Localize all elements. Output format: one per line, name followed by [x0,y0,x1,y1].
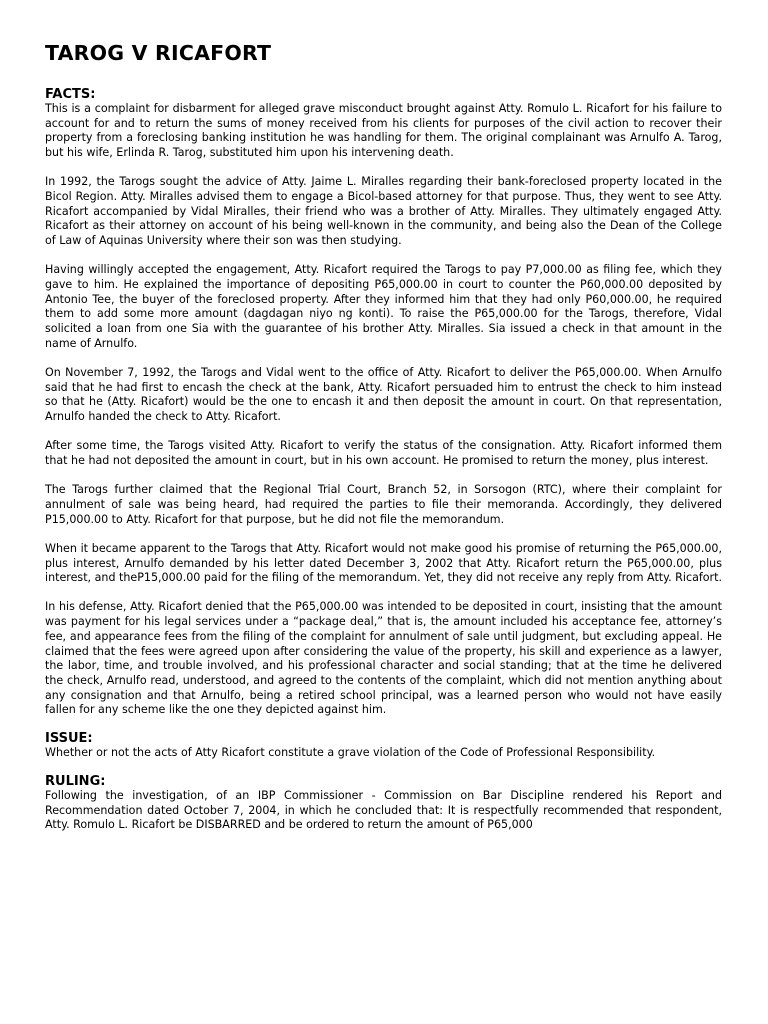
document-title: TAROG V RICAFORT [45,41,272,65]
issue-section [45,731,722,761]
ruling-heading: RULING: [45,773,106,789]
facts-paragraph: The Tarogs further claimed that the Regional Trial Court, Branch 52, in Sorsogon (RTC), where their complaint for annulment of sale was being heard, had required the parties to file their memoranda. Accordingly, they delivered P15,000.00 to Atty. Ricafort for that purpose, but he did not file the memorandum. [45,483,722,526]
facts-paragraph: In his defense, Atty. Ricafort denied that the P65,000.00 was intended to be deposited in court, insisting that the amount was payment for his legal services under a “package deal,” that is, the amount included his acceptance fee, attorney’s fee, and appearance fees from the filing of the complaint for annulment of sale until judgment, but excluding appeal. He claimed that the fees were agreed upon after considering the value of the property, his skill and experience as a lawyer, the labor, time, and trouble involved, and his professional character and social standing; that at the time he delivered the check, Arnulfo read, understood, and agreed to the contents of the complaint, which did not mention anything about any consignation and that Arnulfo, being a retired school principal, was a learned person who would not have easily fallen for any scheme like the one they depicted against him. [45,600,722,717]
ruling-section [45,774,722,833]
issue-paragraph: Whether or not the acts of Atty Ricafort constitute a grave violation of the Code of Professional Responsibility. [45,746,656,760]
issue-heading: ISSUE: [45,731,93,747]
document-page [45,38,722,833]
facts-section [45,87,722,718]
ruling-paragraph: Following the investigation, of an IBP Commissioner - Commission on Bar Discipline rendered his Report and Recommendation dated October 7, 2004, in which he concluded that: It is respectfully recommended that respondent, Atty. Romulo L. Ricafort be DISBARRED and be ordered to return the amount of P65,000 [45,788,722,832]
facts-paragraph: On November 7, 1992, the Tarogs and Vidal went to the office of Atty. Ricafort to deliver the P65,000.00. When Arnulfo said that he had first to encash the check at the bank, Atty. Ricafort persuaded him to entrust the check to him instead so that he (Atty. Ricafort) would be the one to encash it and then deposit the amount in court. On that representation, Arnulfo handed the check to Atty. Ricafort. [45,366,722,424]
facts-paragraph: When it became apparent to the Tarogs that Atty. Ricafort would not make good his promise of returning the P65,000.00, plus interest, Arnulfo demanded by his letter dated December 3, 2002 that Atty. Ricafort return the P65,000.00, plus interest, and theP15,000.00 paid for the filing of the memorandum. Yet, they did not receive any reply from Atty. Ricafort. [45,541,722,585]
facts-paragraph: Having willingly accepted the engagement, Atty. Ricafort required the Tarogs to pay P7,000.00 as filing fee, which they gave to him. He explained the importance of depositing P65,000.00 in court to counter the P60,000.00 deposited by Antonio Tee, the buyer of the foreclosed property. After they informed him that they had only P60,000.00, he required them to add some more amount (dagdagan niyo ng konti). To raise the P65,000.00 for the Tarogs, therefore, Vidal solicited a loan from one Sia with the guarantee of his brother Atty. Miralles. Sia issued a check in that amount in the name of Arnulfo. [45,263,722,350]
facts-paragraph: After some time, the Tarogs visited Atty. Ricafort to verify the status of the consignation. Atty. Ricafort informed them that he had not deposited the amount in court, but in his own account. He promised to return the money, plus interest. [45,439,722,468]
facts-paragraph: This is a complaint for disbarment for alleged grave misconduct brought against Atty. Romulo L. Ricafort for his failure to account for and to return the sums of money received from his clients for purposes of the civil action to recover their property from a foreclosing banking institution he was handling for them. The original complainant was Arnulfo A. Tarog, but his wife, Erlinda R. Tarog, substituted him upon his intervening death. [45,102,722,160]
facts-paragraph: In 1992, the Tarogs sought the advice of Atty. Jaime L. Miralles regarding their bank-foreclosed property located in the Bicol Region. Atty. Miralles advised them to engage a Bicol-based attorney for that purpose. Thus, they went to see Atty. Ricafort accompanied by Vidal Miralles, their friend who was a brother of Atty. Miralles. They ultimately engaged Atty. Ricafort as their attorney on account of his being well-known in the community, and being also the Dean of the College of Law of Aquinas University where their son was then studying. [45,175,722,248]
facts-heading: FACTS: [45,87,96,102]
